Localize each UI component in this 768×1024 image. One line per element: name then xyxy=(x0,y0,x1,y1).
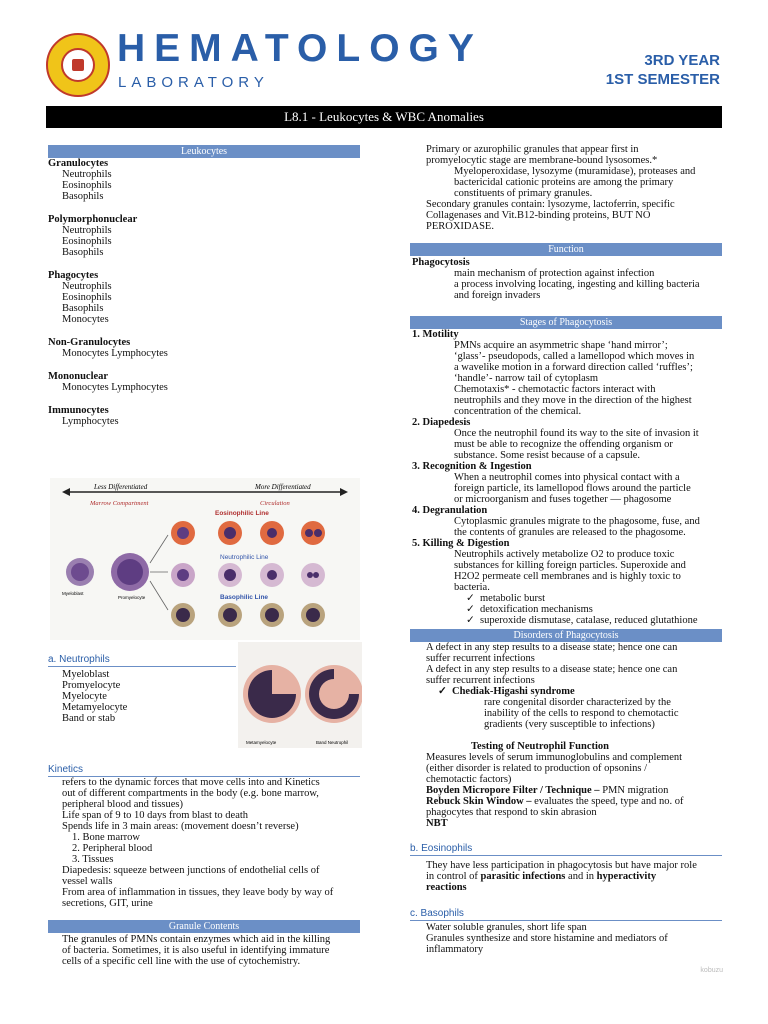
promyelocyte-label: Promyelocyte xyxy=(118,595,146,600)
group-item: Eosinophils xyxy=(62,292,112,303)
group-title: Non-Granulocytes xyxy=(48,337,131,348)
kinetics-line: out of different compartments in the body (e.g. bone marrow, xyxy=(62,788,319,799)
basophil-line: Granules synthesize and store histamine and mediators of xyxy=(426,933,668,944)
leukocytes-header: Leukocytes xyxy=(48,145,360,158)
group-item: Basophils xyxy=(62,303,104,314)
stages-list xyxy=(410,329,722,593)
eos-parasitic: parasitic infections xyxy=(480,871,566,882)
stage-line: Once the neutrophil found its way to the site of invasion it xyxy=(454,428,699,439)
left-column xyxy=(48,145,360,427)
granule-line: PEROXIDASE. xyxy=(426,221,494,232)
granule-line: promyelocytic stage are membrane-bound lysosomes.* xyxy=(426,155,658,166)
testing-line: (either disorder is related to production of opsonins / xyxy=(426,763,648,774)
eos-line-2a: in control of xyxy=(426,871,481,882)
year-semester xyxy=(606,51,720,89)
group-item: Neutrophils xyxy=(62,225,112,236)
group-item: Eosinophils xyxy=(62,180,112,191)
phagocytosis-line: main mechanism of protection against infection xyxy=(454,268,655,279)
group-item: Lymphocytes xyxy=(62,416,119,427)
stage-line: neutrophils and they move in the direction of the highest xyxy=(454,395,692,406)
neutrophil-stage: Myelocyte xyxy=(62,691,107,702)
group-item: Basophils xyxy=(62,191,104,202)
group-item: Neutrophils xyxy=(62,281,112,292)
group-title: Granulocytes xyxy=(48,158,109,169)
band-neutrophil-caption: Band Neutrophil xyxy=(316,740,349,745)
phagocytosis-line: and foreign invaders xyxy=(454,290,541,301)
page-title: HEMATOLOGY xyxy=(117,27,483,70)
function-header: Function xyxy=(410,243,722,256)
group-item: Basophils xyxy=(62,247,104,258)
eosinophils-section xyxy=(410,842,722,893)
group-item: Monocytes Lymphocytes xyxy=(62,348,168,359)
kinetics-header: Kinetics xyxy=(48,763,360,777)
semester-label: 1ST SEMESTER xyxy=(605,71,720,88)
granule-description xyxy=(410,144,722,166)
stage-title: 2. Diapedesis xyxy=(412,417,471,428)
neutrophil-stage: Band or stab xyxy=(62,713,116,724)
granule-line: bactericidal cationic proteins are among the primary xyxy=(454,177,674,188)
phagocytosis-title: Phagocytosis xyxy=(412,257,470,268)
granule-line: Primary or azurophilic granules that appear first in xyxy=(426,144,639,155)
stage-line: concentration of the chemical. xyxy=(454,406,582,417)
chediak-line: rare congenital disorder characterized by the xyxy=(484,697,671,708)
group-title: Mononuclear xyxy=(48,371,109,382)
boyden-line xyxy=(410,785,722,796)
stages-header: Stages of Phagocytosis xyxy=(410,316,722,329)
granule-section xyxy=(48,920,360,967)
eos-line-2c: and in xyxy=(565,871,597,882)
check-icon: ✓ xyxy=(438,686,447,697)
stages-section xyxy=(410,316,722,626)
testing-line: Measures levels of serum immunoglobulins and complement xyxy=(426,752,683,763)
stage-line: H2O2 permeate cell membranes and is highly toxic to xyxy=(454,571,681,582)
watermark: kobuzu xyxy=(700,967,723,974)
stage-title: 5. Killing & Digestion xyxy=(412,538,510,549)
marrow-label: Marrow Compartment xyxy=(90,500,149,507)
disorders-section xyxy=(410,629,722,829)
kinetics-list-item: 2. Peripheral blood xyxy=(72,843,153,854)
maturation-svg xyxy=(50,478,360,640)
chediak-line: gradients (very susceptible to infections) xyxy=(484,719,655,730)
testing-text xyxy=(410,752,722,785)
neutrophils-header: a. Neutrophils xyxy=(48,653,236,667)
kinetics-line: From area of inflammation in tissues, they leave body by way of xyxy=(62,887,334,898)
disorder-line: A defect in any step results to a disease state; hence one can xyxy=(426,664,678,675)
boyden-rest: PMN migration xyxy=(599,785,669,796)
neutrophil-cells-image xyxy=(238,642,362,748)
basophilic-line-label: Basophilic Line xyxy=(220,594,269,601)
basophil-line: Water soluble granules, short life span xyxy=(426,922,587,933)
stage-line: Chemotaxis* - chemotactic factors interact with xyxy=(454,384,656,395)
group-title: Immunocytes xyxy=(48,405,109,416)
rebuck-rest: evaluates the speed, type and no. of xyxy=(531,796,684,807)
neutrophilic-line-label: Neutrophilic Line xyxy=(220,554,269,561)
chediak-text xyxy=(410,697,722,730)
disorders-text xyxy=(410,642,722,686)
disorder-line: suffer recurrent infections xyxy=(426,675,535,686)
kinetics-line: Diapedesis: squeeze between junctions of endothelial cells of xyxy=(62,865,320,876)
chediak-title: Chediak-Higashi syndrome xyxy=(452,686,575,697)
basophils-header: c. Basophils xyxy=(410,907,722,921)
check-item: ✓ metabolic burst xyxy=(466,593,546,604)
stage-line: must be able to recognize the offending organism or xyxy=(454,439,673,450)
testing-line: chemotactic factors) xyxy=(426,774,512,785)
college-seal-logo xyxy=(46,33,110,97)
metamyelocyte-caption: Metamyelocyte xyxy=(246,740,277,745)
nbt-label: NBT xyxy=(426,818,448,829)
basophil-row xyxy=(171,603,325,627)
eosinophil-row xyxy=(171,521,325,545)
page-subtitle: LABORATORY xyxy=(118,74,269,91)
neutrophil-stages xyxy=(48,667,236,724)
eos-hyperactivity: hyperactivity xyxy=(596,871,657,882)
rebuck-text xyxy=(410,807,722,818)
granule-line: cells of a specific cell line with the use of cytochemistry. xyxy=(62,956,301,967)
kinetics-line: secretions, GIT, urine xyxy=(62,898,153,909)
lesson-banner: L8.1 - Leukocytes & WBC Anomalies xyxy=(46,106,722,128)
group-item: Monocytes Lymphocytes xyxy=(62,382,168,393)
granulocyte-maturation-diagram xyxy=(50,478,360,640)
phagocytosis-line: a process involving locating, ingesting and killing bacteria xyxy=(454,279,700,290)
kinetics-line: Life span of 9 to 10 days from blast to death xyxy=(62,810,249,821)
stage-line: Neutrophils actively metabolize O2 to produce toxic xyxy=(454,549,675,560)
eos-line-1: They have less participation in phagocytosis but have major role xyxy=(426,860,697,871)
eos-line-3: reactions xyxy=(426,882,467,893)
basophils-text xyxy=(410,921,722,955)
disorder-line: A defect in any step results to a disease state; hence one can xyxy=(426,642,678,653)
circulation-label: Circulation xyxy=(260,500,290,507)
kinetics-line: peripheral blood and tissues) xyxy=(62,799,184,810)
neutrophil-stage: Myeloblast xyxy=(62,669,110,680)
kinetics-line: Spends life in 3 main areas: (movement doesn’t reverse) xyxy=(62,821,299,832)
eosinophils-header: b. Eosinophils xyxy=(410,842,722,856)
kinetics-list-item: 3. Tissues xyxy=(72,854,114,865)
leukocyte-groups xyxy=(48,158,360,427)
neutrophils-section xyxy=(48,653,236,724)
primary-granule-constituents xyxy=(410,166,722,199)
stage-line: a wavelike motion in a forward direction called ‘ruffles’; xyxy=(454,362,693,373)
group-item: Eosinophils xyxy=(62,236,112,247)
stage-title: 1. Motility xyxy=(412,329,459,340)
testing-title: Testing of Neutrophil Function xyxy=(471,741,609,752)
kinetics-list-item: 1. Bone marrow xyxy=(72,832,140,843)
kinetics-text xyxy=(48,777,360,832)
group-item: Monocytes xyxy=(62,314,109,325)
right-column-top xyxy=(410,144,722,232)
neutrophil-stage: Promyelocyte xyxy=(62,680,121,691)
eosinophilic-line-label: Eosinophilic Line xyxy=(215,510,269,517)
stage-line: PMNs acquire an asymmetric shape ‘hand mirror’; xyxy=(454,340,668,351)
disorders-header: Disorders of Phagocytosis xyxy=(410,629,722,642)
kinetics-text-after xyxy=(48,865,360,909)
stage-line: bacteria. xyxy=(454,582,490,593)
stage-title: 3. Recognition & Ingestion xyxy=(412,461,532,472)
boyden-bold: Boyden Micropore Filter / Technique – xyxy=(426,785,600,796)
stage-line: Cytoplasmic granules migrate to the phagosome, fuse, and xyxy=(454,516,700,527)
group-title: Polymorphonuclear xyxy=(48,214,138,225)
granule-line: Myeloperoxidase, lysozyme (muramidase), proteases and xyxy=(454,166,696,177)
stage-line: ‘glass’- pseudopods, called a lamellopod which moves in xyxy=(454,351,695,362)
eos-line-2 xyxy=(410,871,722,882)
check-icon: ✓ xyxy=(466,615,475,626)
check-item: ✓ detoxification mechanisms xyxy=(466,604,593,615)
stage-line: foreign particle, its lamellopod flows around the particle xyxy=(454,483,691,494)
kinetics-section xyxy=(48,763,360,909)
stage-line: ‘handle’- narrow tail of cytoplasm xyxy=(454,373,599,384)
neutrophil-stage: Metamyelocyte xyxy=(62,702,128,713)
granule-line: Secondary granules contain: lysozyme, lactoferrin, specific xyxy=(426,199,675,210)
granule-line: of bacteria. Sometimes, it is also useful in identifying immature xyxy=(62,945,330,956)
kinetics-line: refers to the dynamic forces that move cells into and Kinetics xyxy=(62,777,320,788)
year-label: 3RD YEAR xyxy=(644,52,720,69)
stage-line: or microorganism and fuses together — phagosome xyxy=(454,494,672,505)
disorder-line: suffer recurrent infections xyxy=(426,653,535,664)
group-item: Neutrophils xyxy=(62,169,112,180)
check-icon: ✓ xyxy=(466,593,475,604)
secondary-granules xyxy=(410,199,722,232)
chediak-line: inability of the cells to respond to chemotactic xyxy=(484,708,679,719)
myeloblast-label: Myeloblast xyxy=(62,591,84,596)
check-icon: ✓ xyxy=(466,604,475,615)
stage-line: substances for killing foreign particles. Superoxide and xyxy=(454,560,686,571)
basophils-section xyxy=(410,907,722,955)
granule-line: Collagenases and Vit.B12-binding proteins, BUT NO xyxy=(426,210,651,221)
rebuck-line: phagocytes that respond to skin abrasion xyxy=(426,807,597,818)
granule-line: The granules of PMNs contain enzymes which aid in the killing xyxy=(62,934,331,945)
more-differentiated-label: More Differentiated xyxy=(255,483,311,491)
granule-header: Granule Contents xyxy=(48,920,360,933)
stage-line: the contents of granules are released to the phagosome. xyxy=(454,527,686,538)
rebuck-line xyxy=(410,796,722,807)
granule-line: constituents of primary granules. xyxy=(454,188,593,199)
chediak-higashi-item xyxy=(410,686,722,697)
group-title: Phagocytes xyxy=(48,270,99,281)
granule-text xyxy=(48,933,360,967)
kinetics-list xyxy=(48,832,360,865)
killing-checklist xyxy=(410,593,722,626)
basophil-line: inflammatory xyxy=(426,944,484,955)
neutrophil-row xyxy=(171,563,325,587)
stage-line: When a neutrophil comes into physical contact with a xyxy=(454,472,680,483)
neutrophil-cells-svg xyxy=(238,642,362,748)
stage-title: 4. Degranulation xyxy=(412,505,488,516)
function-section xyxy=(410,243,722,301)
phagocytosis-text xyxy=(410,268,722,301)
less-differentiated-label: Less Differentiated xyxy=(94,483,148,491)
stage-line: substance. Some resist because of a capsule. xyxy=(454,450,641,461)
rebuck-bold: Rebuck Skin Window – xyxy=(426,796,532,807)
check-item: ✓ superoxide dismutase, catalase, reduced glutathione xyxy=(466,615,698,626)
kinetics-line: vessel walls xyxy=(62,876,113,887)
